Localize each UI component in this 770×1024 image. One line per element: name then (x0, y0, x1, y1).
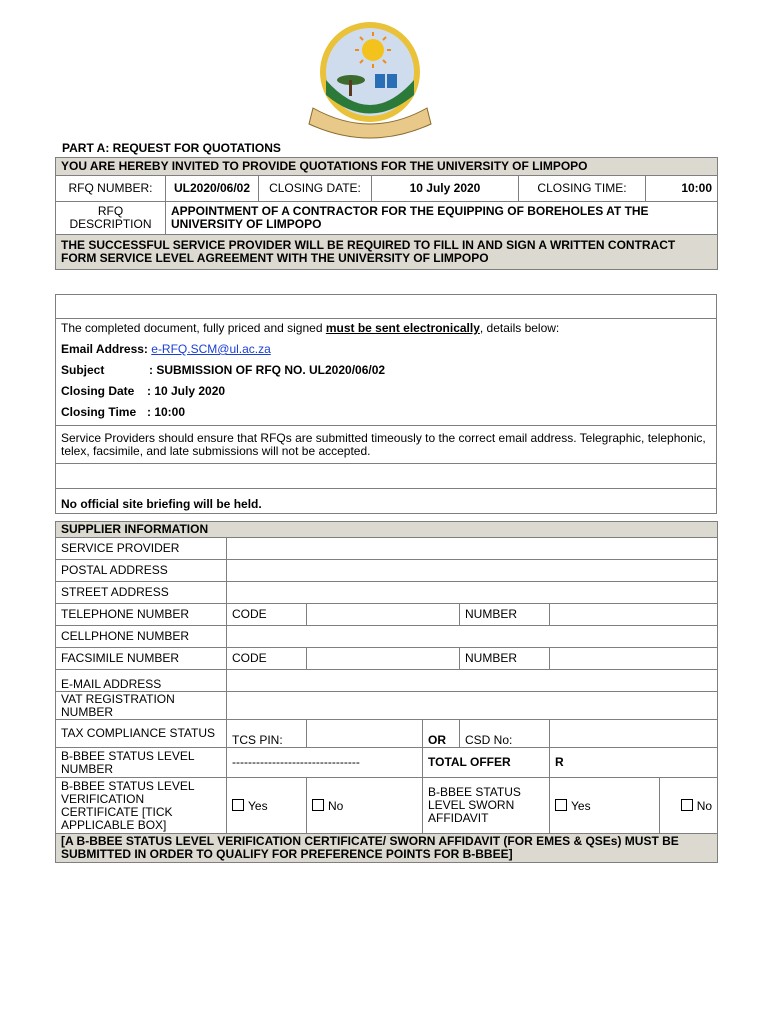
affidavit-yes-option[interactable] (550, 778, 660, 834)
bbbee-level-label: B-BBEE STATUS LEVEL NUMBER (56, 748, 227, 778)
rfq-number-label: RFQ NUMBER: (56, 176, 166, 202)
yes-label: Yes (248, 798, 268, 813)
tax-compliance-label: TAX COMPLIANCE STATUS (56, 720, 227, 748)
cellphone-field[interactable] (227, 626, 718, 648)
checkbox-icon[interactable] (555, 799, 567, 811)
street-address-label: STREET ADDRESS (56, 582, 227, 604)
email-line (61, 343, 711, 364)
checkbox-icon[interactable] (312, 799, 324, 811)
no-label: No (328, 798, 344, 813)
cellphone-label: CELLPHONE NUMBER (56, 626, 227, 648)
tcs-pin-field[interactable] (307, 720, 423, 748)
email-address-field[interactable] (227, 670, 718, 692)
bbbee-level-field[interactable]: -------------------------------- (227, 748, 423, 778)
subject-value: : SUBMISSION OF RFQ NO. UL2020/06/02 (149, 363, 386, 377)
intro-text: The completed document, fully priced and signed (61, 321, 326, 335)
blank-row (56, 464, 717, 489)
facsimile-number-field[interactable] (550, 648, 718, 670)
blank-row (56, 295, 717, 319)
supplier-info-table (55, 521, 718, 863)
rfq-description-label: RFQ DESCRIPTION (56, 202, 166, 235)
intro-text-end: , details below: (479, 321, 560, 335)
facsimile-number-label: NUMBER (460, 648, 550, 670)
email-label: Email Address: (61, 342, 148, 356)
yes-label: Yes (571, 798, 591, 813)
total-offer-label: TOTAL OFFER (423, 748, 550, 778)
telephone-code-field[interactable] (307, 604, 460, 626)
closing-time-label: CLOSING TIME: (519, 176, 646, 202)
postal-address-field[interactable] (227, 560, 718, 582)
certificate-no-option[interactable] (307, 778, 423, 834)
invite-text: YOU ARE HEREBY INVITED TO PROVIDE QUOTATIONS FOR THE UNIVERSITY OF LIMPOPO (56, 158, 718, 176)
site-briefing-note: No official site briefing will be held. (56, 489, 717, 514)
or-label: OR (423, 720, 460, 748)
closing-time-value: 10:00 (646, 176, 718, 202)
facsimile-code-field[interactable] (307, 648, 460, 670)
late-submission-warning: Service Providers should ensure that RFQs are submitted timeously to the correct email address. Telegraphic, telephonic, telex, facsimile, and late submissions will not be accepted. (56, 426, 717, 464)
bbbee-certificate-label: B-BBEE STATUS LEVEL VERIFICATION CERTIFICATE [TICK APPLICABLE BOX] (56, 778, 227, 834)
submission-intro (61, 322, 711, 343)
rfq-description-value: APPOINTMENT OF A CONTRACTOR FOR THE EQUIPPING OF BOREHOLES AT THE UNIVERSITY OF LIMPOPO (166, 202, 718, 235)
affidavit-no-option[interactable] (660, 778, 718, 834)
total-offer-field[interactable]: R (550, 748, 718, 778)
closing-date-line (61, 385, 711, 406)
email-address-label: E-MAIL ADDRESS (56, 670, 227, 692)
csd-no-field[interactable] (550, 720, 718, 748)
university-seal-icon (303, 20, 437, 144)
subject-line (61, 364, 711, 385)
submission-details (56, 319, 717, 426)
telephone-code-label: CODE (227, 604, 307, 626)
closing-date-value: 10 July 2020 (372, 176, 519, 202)
subject-label: Subject (61, 363, 105, 377)
bbbee-affidavit-label: B-BBEE STATUS LEVEL SWORN AFFIDAVIT (423, 778, 550, 834)
checkbox-icon[interactable] (232, 799, 244, 811)
rfq-number-value: UL2020/06/02 (166, 176, 259, 202)
bbbee-footer-notice: [A B-BBEE STATUS LEVEL VERIFICATION CERTIFICATE/ SWORN AFFIDAVIT (FOR EMES & QSEs) MUST BE SUBMITTED IN ORDER TO QUALIFY FOR PREFERENCE POINTS FOR B-BBEE] (56, 834, 718, 863)
supplier-info-heading: SUPPLIER INFORMATION (56, 522, 718, 538)
checkbox-icon[interactable] (681, 799, 693, 811)
telephone-number-label: NUMBER (460, 604, 550, 626)
closing-date-label: CLOSING DATE: (259, 176, 372, 202)
email-link[interactable]: e-RFQ.SCM@ul.ac.za (151, 342, 271, 356)
closing-time-label: Closing Time (61, 405, 137, 419)
service-provider-field[interactable] (227, 538, 718, 560)
csd-no-label: CSD No: (460, 720, 550, 748)
closing-date-value: : 10 July 2020 (147, 384, 226, 398)
telephone-number-field[interactable] (550, 604, 718, 626)
closing-date-label: Closing Date (61, 384, 135, 398)
university-logo (303, 20, 437, 144)
postal-address-label: POSTAL ADDRESS (56, 560, 227, 582)
facsimile-code-label: CODE (227, 648, 307, 670)
tcs-pin-label: TCS PIN: (227, 720, 307, 748)
vat-registration-label: VAT REGISTRATION NUMBER (56, 692, 227, 720)
vat-registration-field[interactable] (227, 692, 718, 720)
rfq-header-table (55, 157, 718, 270)
telephone-label: TELEPHONE NUMBER (56, 604, 227, 626)
closing-time-value: : 10:00 (147, 405, 186, 419)
service-level-notice: THE SUCCESSFUL SERVICE PROVIDER WILL BE REQUIRED TO FILL IN AND SIGN A WRITTEN CONTRACT FORM SERVICE LEVEL AGREEMENT WITH THE UNIVERSITY OF LIMPOPO (56, 235, 718, 270)
certificate-yes-option[interactable] (227, 778, 307, 834)
part-title: PART A: REQUEST FOR QUOTATIONS (62, 141, 281, 155)
submission-table (55, 294, 717, 514)
closing-time-line (61, 406, 711, 422)
intro-emphasis: must be sent electronically (325, 321, 480, 335)
service-provider-label: SERVICE PROVIDER (56, 538, 227, 560)
street-address-field[interactable] (227, 582, 718, 604)
facsimile-label: FACSIMILE NUMBER (56, 648, 227, 670)
no-label: No (696, 798, 713, 813)
